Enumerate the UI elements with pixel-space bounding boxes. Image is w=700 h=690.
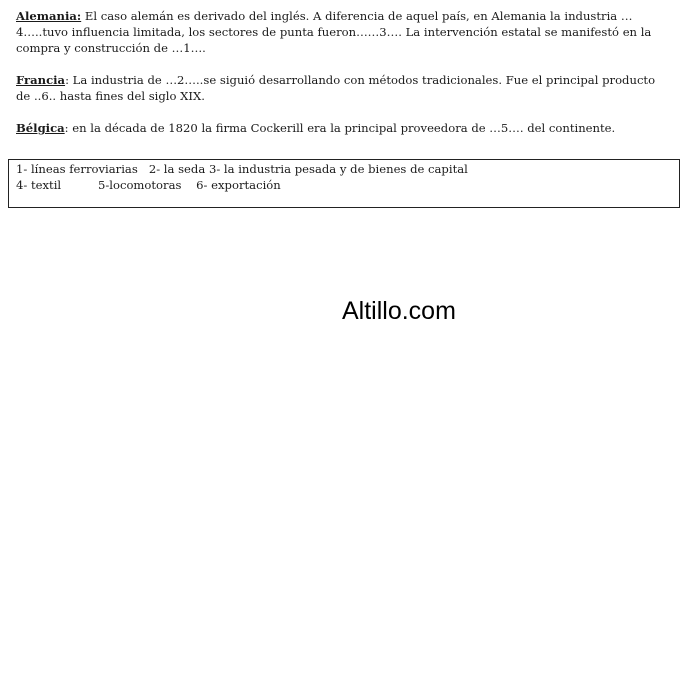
watermark-text: Altillo.com xyxy=(342,297,456,325)
paragraph-francia xyxy=(16,72,666,104)
country-label-belgica: Bélgica xyxy=(16,121,65,135)
options-box xyxy=(8,159,680,208)
country-label-francia: Francia xyxy=(16,73,66,87)
paragraph-belgica xyxy=(16,120,666,136)
options-line-1: 1- líneas ferroviarias 2- la seda 3- la industria pesada y de bienes de capital xyxy=(16,162,468,176)
options-line-2: 4- textil 5-locomotoras 6- exportación xyxy=(16,178,281,192)
paragraph-text-alemania: El caso alemán es derivado del inglés. A diferencia de aquel país, en Alemania la industria …4…..tuvo influencia limitada, los sectores de punta fueron……3…. La intervención estatal se manifestó en la compra y construcción de …1…. xyxy=(16,9,652,55)
document-body xyxy=(16,8,666,152)
paragraph-alemania xyxy=(16,8,666,56)
paragraph-text-belgica: : en la década de 1820 la firma Cockerill era la principal proveedora de …5…. del continente. xyxy=(64,121,616,135)
country-label-alemania: Alemania: xyxy=(16,9,82,23)
paragraph-text-francia: : La industria de …2…..se siguió desarrollando con métodos tradicionales. Fue el principal producto de ..6.. hasta fines del siglo XIX. xyxy=(16,73,656,103)
